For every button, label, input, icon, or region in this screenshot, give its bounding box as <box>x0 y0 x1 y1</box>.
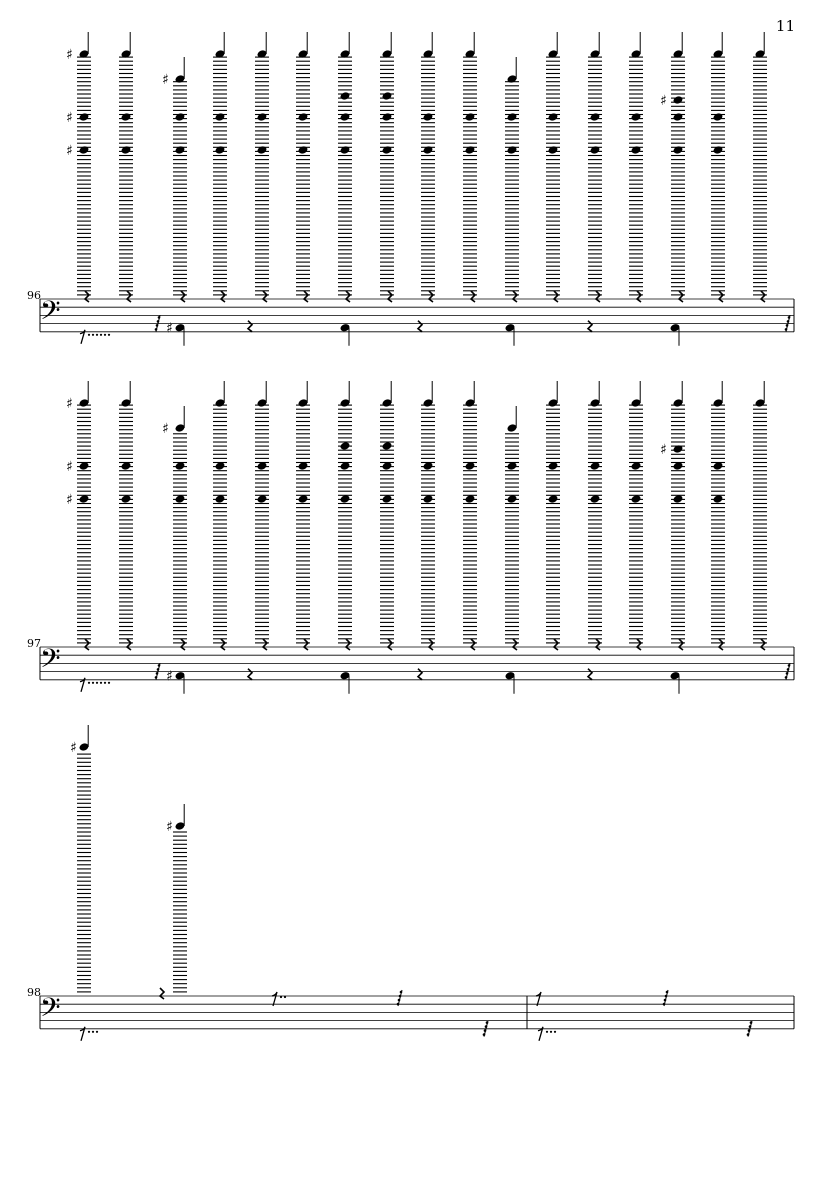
quarter-rest <box>388 291 392 302</box>
small-rest-flag <box>157 320 160 323</box>
notehead <box>713 112 724 122</box>
small-rest-flag <box>750 1021 753 1024</box>
sharp-accidental: ♯ <box>66 47 73 63</box>
small-rest-flag <box>785 676 788 679</box>
small-rest-flag <box>158 316 161 319</box>
rest-dot <box>92 682 94 684</box>
notehead <box>257 112 268 122</box>
quarter-rest <box>388 639 392 650</box>
notehead <box>382 145 393 155</box>
sharp-accidental: ♯ <box>166 320 173 337</box>
rest-dot <box>96 334 98 336</box>
notehead <box>382 441 393 451</box>
small-rest-flag <box>665 995 668 998</box>
rest-dot <box>104 334 106 336</box>
bass-clef: 𝄢 <box>40 991 61 1030</box>
rest-dot <box>108 334 110 336</box>
measure-number-97: 97 <box>27 637 41 650</box>
quarter-rest <box>719 291 723 302</box>
rest-dot <box>96 682 98 684</box>
notehead <box>215 145 226 155</box>
rest-dot <box>88 334 90 336</box>
small-rest-flag <box>747 1033 750 1036</box>
rest-dot <box>546 1031 548 1033</box>
notehead <box>673 95 684 105</box>
rest-dot <box>284 996 286 998</box>
small-rest-flag <box>400 991 403 994</box>
sharp-accidental: ♯ <box>660 442 667 458</box>
small-rest-flag <box>484 1029 487 1032</box>
small-rest-flag <box>158 664 161 667</box>
quarter-rest <box>637 291 641 302</box>
quarter-rest <box>429 291 433 302</box>
sharp-accidental: ♯ <box>66 492 73 508</box>
bass-clef: 𝄢 <box>40 294 61 333</box>
quarter-rest <box>221 291 225 302</box>
sharp-accidental: ♯ <box>166 668 173 685</box>
quarter-rest <box>761 291 765 302</box>
notehead <box>382 91 393 101</box>
small-rest-flag <box>788 664 791 667</box>
notehead <box>340 441 351 451</box>
quarter-rest <box>596 639 600 650</box>
small-rest-flag <box>486 1021 489 1024</box>
rest-dot <box>92 334 94 336</box>
small-rest-flag <box>485 1025 488 1028</box>
quarter-rest <box>596 291 600 302</box>
quarter-rest <box>513 291 517 302</box>
quarter-rest <box>263 291 267 302</box>
small-rest-flag <box>787 320 790 323</box>
notehead <box>590 112 601 122</box>
rest-dot <box>554 1031 556 1033</box>
quarter-rest <box>554 639 558 650</box>
quarter-rest <box>127 639 131 650</box>
notehead <box>215 112 226 122</box>
notehead <box>631 145 642 155</box>
quarter-rest <box>719 639 723 650</box>
rest-dot <box>104 682 106 684</box>
rest-dot <box>88 1031 90 1033</box>
quarter-rest <box>127 291 131 302</box>
bass-clef: 𝄢 <box>40 642 61 681</box>
quarter-rest <box>248 321 252 332</box>
sharp-accidental: ♯ <box>162 421 169 437</box>
notehead <box>507 145 518 155</box>
small-rest-flag <box>748 1029 751 1032</box>
sharp-accidental: ♯ <box>70 740 77 756</box>
notehead <box>465 112 476 122</box>
notehead <box>340 145 351 155</box>
notehead <box>121 145 132 155</box>
quarter-rest <box>85 639 89 650</box>
small-rest-flag <box>397 1003 400 1006</box>
quarter-rest <box>263 639 267 650</box>
small-rest-flag <box>788 316 791 319</box>
quarter-rest <box>429 639 433 650</box>
quarter-rest <box>554 291 558 302</box>
quarter-rest <box>221 639 225 650</box>
rest-dot <box>550 1031 552 1033</box>
notehead <box>423 112 434 122</box>
measure-number-96: 96 <box>27 289 41 302</box>
quarter-rest <box>346 291 350 302</box>
sharp-accidental: ♯ <box>66 459 73 475</box>
notehead <box>382 112 393 122</box>
quarter-rest <box>181 639 185 650</box>
quarter-rest <box>637 639 641 650</box>
small-rest-flag <box>483 1033 486 1036</box>
sharp-accidental: ♯ <box>66 396 73 412</box>
notehead <box>673 145 684 155</box>
quarter-rest <box>588 321 592 332</box>
sharp-accidental: ♯ <box>162 72 169 88</box>
notehead <box>340 91 351 101</box>
notehead <box>507 112 518 122</box>
quarter-rest <box>304 291 308 302</box>
quarter-rest <box>679 291 683 302</box>
sharp-accidental: ♯ <box>660 93 667 109</box>
notehead <box>175 112 186 122</box>
small-rest-flag <box>155 676 158 679</box>
small-rest-flag <box>398 999 401 1002</box>
quarter-rest <box>471 639 475 650</box>
quarter-rest <box>85 291 89 302</box>
quarter-rest <box>346 639 350 650</box>
small-rest-flag <box>157 668 160 671</box>
notehead <box>298 145 309 155</box>
sharp-accidental: ♯ <box>66 143 73 159</box>
notehead <box>713 145 724 155</box>
notehead <box>175 145 186 155</box>
quarter-rest <box>181 291 185 302</box>
quarter-rest <box>418 321 422 332</box>
small-rest-flag <box>749 1025 752 1028</box>
rest-dot <box>92 1031 94 1033</box>
small-rest-flag <box>786 324 789 327</box>
notehead <box>465 145 476 155</box>
notehead <box>79 145 90 155</box>
notehead <box>590 145 601 155</box>
quarter-rest <box>418 669 422 680</box>
notehead <box>548 145 559 155</box>
quarter-rest <box>304 639 308 650</box>
sharp-accidental: ♯ <box>166 819 173 835</box>
quarter-rest <box>761 639 765 650</box>
rest-dot <box>108 682 110 684</box>
quarter-rest <box>160 988 164 999</box>
quarter-rest <box>679 639 683 650</box>
rest-dot <box>88 682 90 684</box>
notehead <box>257 145 268 155</box>
small-rest-flag <box>664 999 667 1002</box>
small-rest-flag <box>399 995 402 998</box>
rest-dot <box>100 334 102 336</box>
sharp-accidental: ♯ <box>66 110 73 126</box>
small-rest-flag <box>785 328 788 331</box>
notehead <box>673 112 684 122</box>
notehead <box>631 112 642 122</box>
quarter-rest <box>248 669 252 680</box>
small-rest-flag <box>787 668 790 671</box>
rest-dot <box>96 1031 98 1033</box>
small-rest-flag <box>666 991 669 994</box>
quarter-rest <box>471 291 475 302</box>
notehead <box>340 112 351 122</box>
quarter-rest <box>513 639 517 650</box>
measure-number-98: 98 <box>27 986 41 999</box>
page-number: 11 <box>775 17 795 35</box>
quarter-rest <box>588 669 592 680</box>
notehead <box>121 112 132 122</box>
notehead <box>423 145 434 155</box>
rest-dot <box>280 996 282 998</box>
notehead <box>79 112 90 122</box>
notehead <box>548 112 559 122</box>
small-rest-flag <box>156 672 159 675</box>
small-rest-flag <box>786 672 789 675</box>
small-rest-flag <box>155 328 158 331</box>
small-rest-flag <box>663 1003 666 1006</box>
rest-dot <box>100 682 102 684</box>
small-rest-flag <box>156 324 159 327</box>
notehead <box>298 112 309 122</box>
